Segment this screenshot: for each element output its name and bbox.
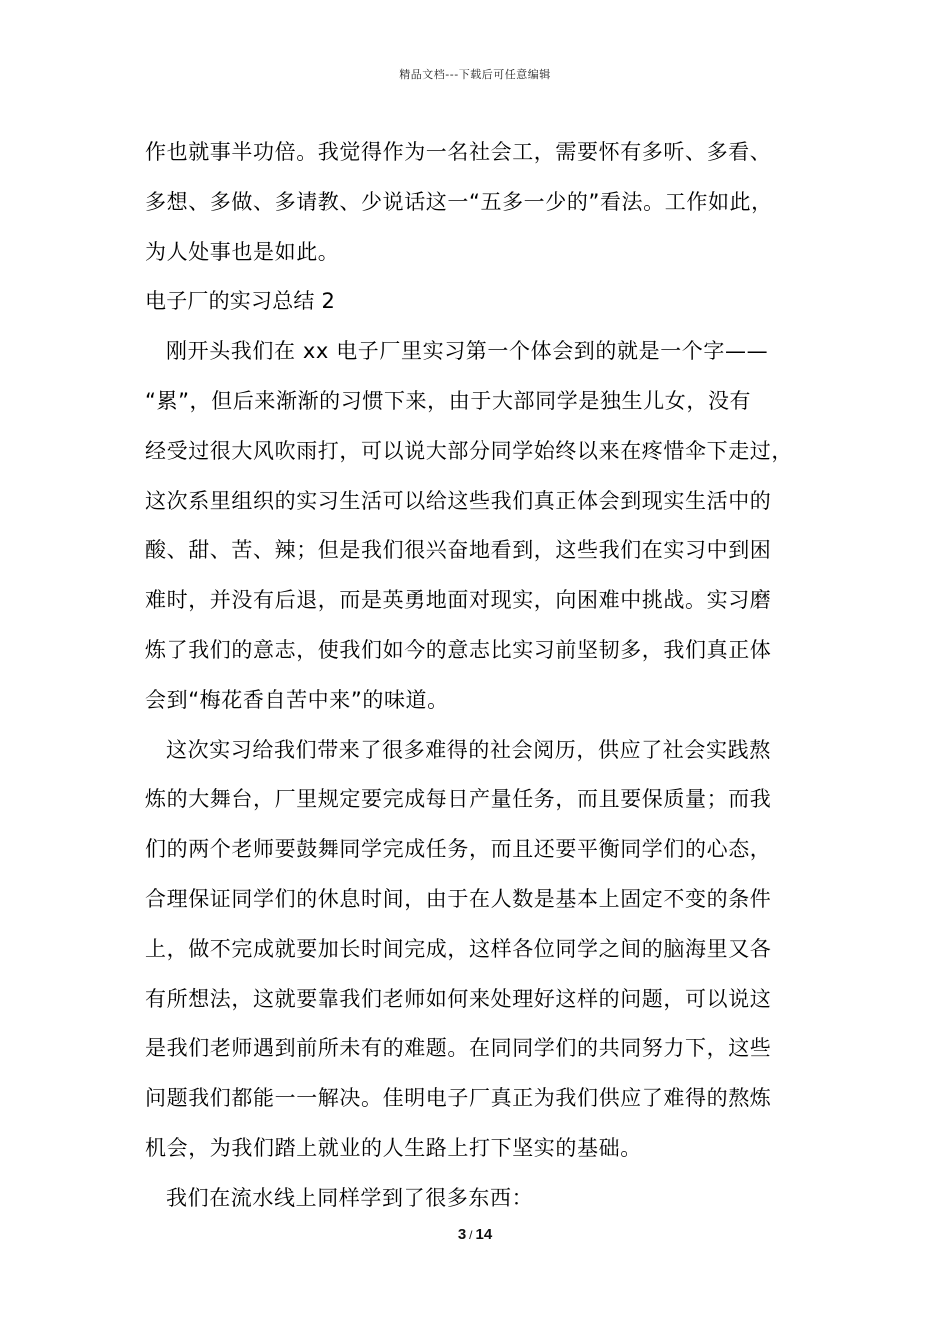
text-line: 会到“梅花香自苦中来”的味道。 <box>145 687 449 712</box>
document-body <box>145 128 825 1224</box>
page-current: 3 <box>457 1226 467 1243</box>
text-line: 上，做不完成就要加长时间完成，这样各位同学之间的脑海里又各 <box>145 936 772 961</box>
page-total: 14 <box>475 1226 493 1243</box>
text-line: 们的两个老师要鼓舞同学完成任务，而且还要平衡同学们的心态， <box>145 837 772 862</box>
text-line: 酸、甜、苦、辣；但是我们很兴奋地看到，这些我们在实习中到困 <box>145 538 772 563</box>
text-line: 是我们老师遇到前所未有的难题。在同同学们的共同努力下，这些 <box>145 1036 772 1061</box>
text-line: 炼了我们的意志，使我们如今的意志比实习前坚韧多，我们真正体 <box>145 637 772 662</box>
text-line: 为人处事也是如此。 <box>145 239 340 264</box>
text-line: 这次实习给我们带来了很多难得的社会阅历，供应了社会实践熬 <box>166 737 771 762</box>
text-line: 作也就事半功倍。我觉得作为一名社会工，需要怀有多听、多看、 <box>145 140 772 164</box>
text-line: 多想、多做、多请教、少说话这一“五多一少的”看法。工作如此， <box>145 189 773 214</box>
text-line: 问题我们都能一一解决。佳明电子厂真正为我们供应了难得的熬炼 <box>145 1086 772 1111</box>
text-line: 刚开头我们在 xx 电子厂里实习第一个体会到的就是一个字—— <box>166 339 769 364</box>
page-number <box>0 1226 950 1243</box>
text-line: 合理保证同学们的休息时间，由于在人数是基本上固定不变的条件 <box>145 886 772 911</box>
text-line: 机会，为我们踏上就业的人生路上打下坚实的基础。 <box>145 1135 642 1160</box>
section-heading: 电子厂的实习总结 2 <box>145 289 336 314</box>
page-separator: / <box>469 1228 473 1242</box>
text-line: 我们在流水线上同样学到了很多东西： <box>166 1185 534 1210</box>
text-line: 炼的大舞台，厂里规定要完成每日产量任务，而且要保质量；而我 <box>145 787 772 812</box>
text-line: 难时，并没有后退，而是英勇地面对现实，向困难中挑战。实习磨 <box>145 588 772 613</box>
text-line: 这次系里组织的实习生活可以给这些我们真正体会到现实生活中的 <box>145 488 772 513</box>
text-line: 经受过很大风吹雨打，可以说大部分同学始终以来在疼惜伞下走过， <box>145 438 793 463</box>
text-line: 有所想法，这就要靠我们老师如何来处理好这样的问题，可以说这 <box>145 986 772 1011</box>
text-line: “累”，但后来渐渐的习惯下来，由于大部同学是独生儿女，没有 <box>145 388 752 413</box>
page-header: 精品文档---下载后可任意编辑 <box>399 68 551 81</box>
